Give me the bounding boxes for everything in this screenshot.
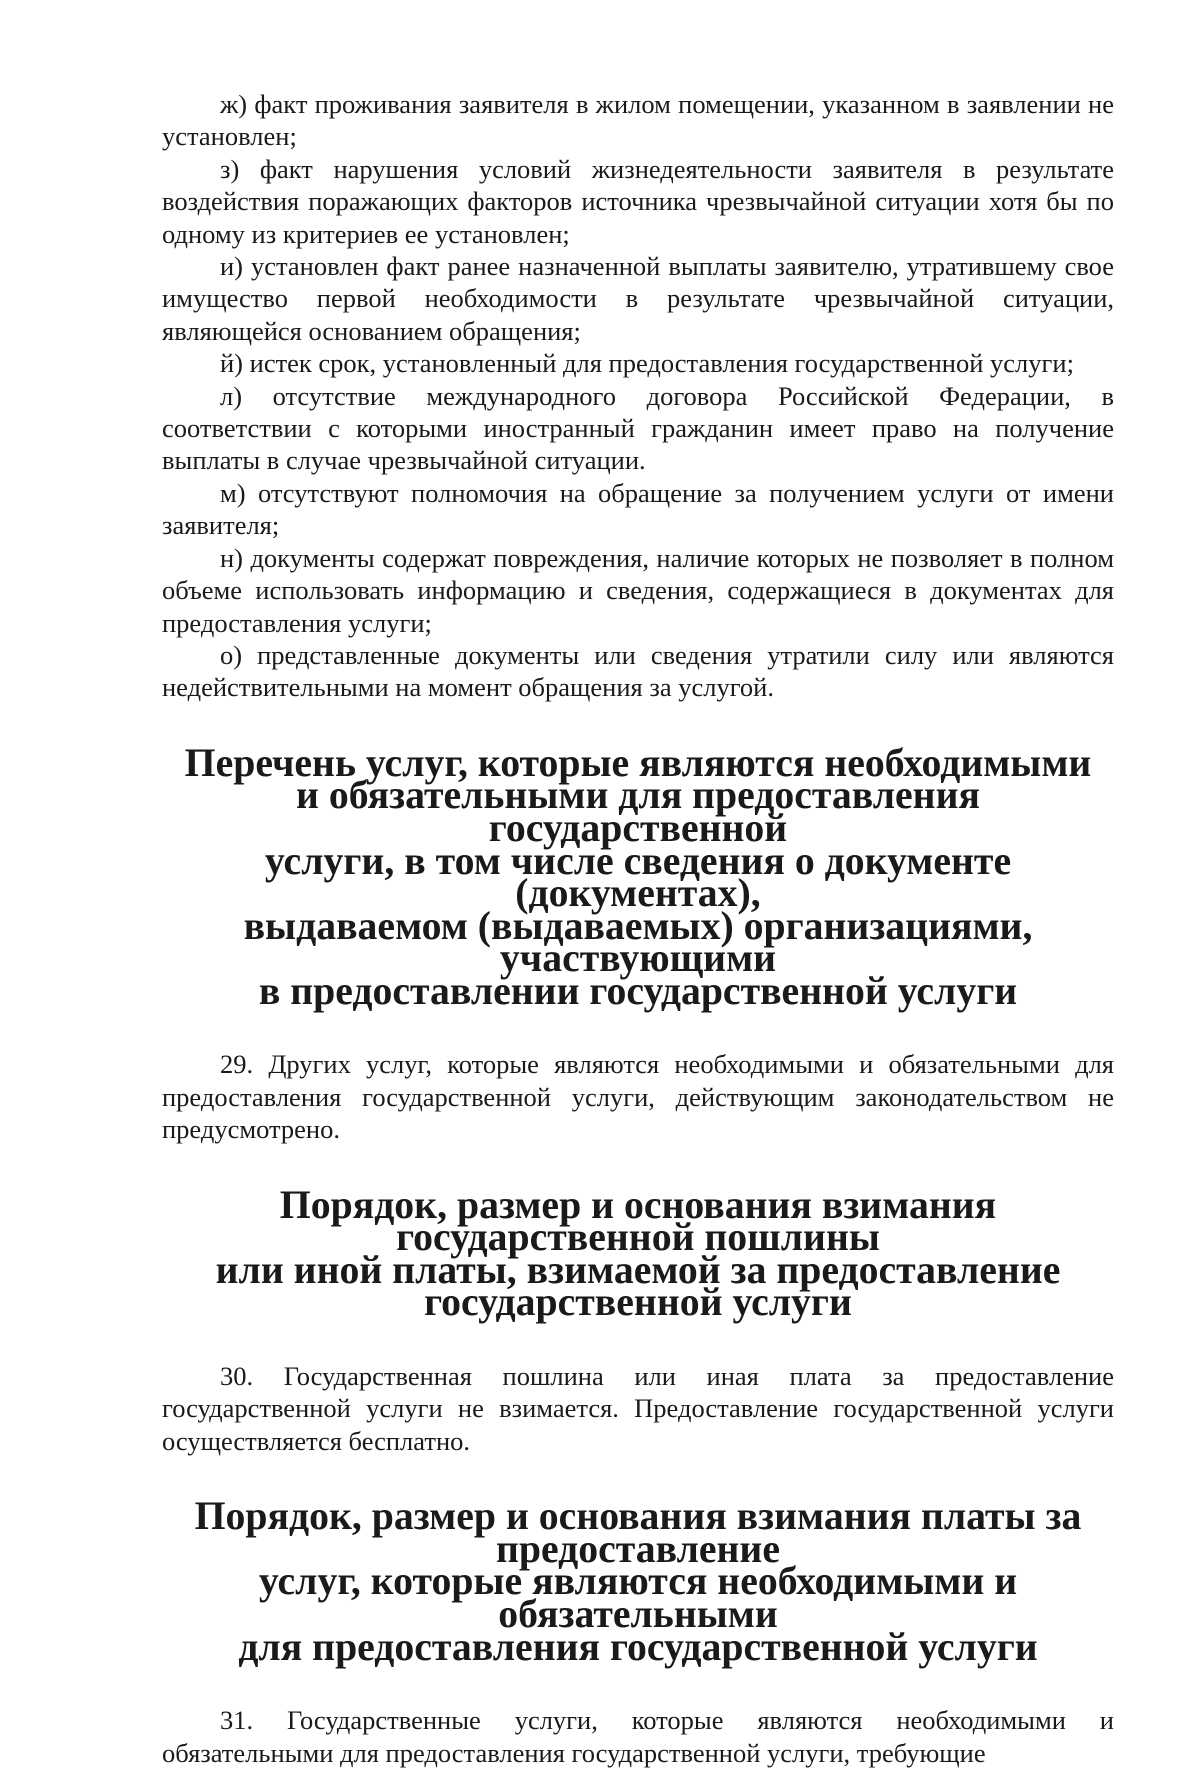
document-page [162, 88, 1114, 1769]
paragraph-29: 29. Других услуг, которые являются необходимыми и обязательными для предоставления государственной услуги, действующим законодательством не предусмотрено. [162, 1049, 1114, 1145]
heading-line: услуг, которые являются необходимыми и обязательными [258, 1559, 1018, 1637]
heading-line: и обязательными для предоставления государственной [296, 773, 980, 850]
list-item-zh: ж) факт проживания заявителя в жилом помещении, указанном в заявлении не установлен; [162, 89, 1114, 152]
list-item-z: з) факт нарушения условий жизнедеятельности заявителя в результате воздействия поражающих факторов источника чрезвычайной ситуации хотя бы по одному из критериев ее установлен; [162, 153, 1114, 249]
heading-line: в предоставлении государственной услуги [258, 968, 1018, 1013]
heading-line: Перечень услуг, которые являются необходимыми [184, 740, 1092, 785]
paragraph-30: 30. Государственная пошлина или иная плата за предоставление государственной услуги не взимается. Предоставление государственной услуги осуществляется бесплатно. [162, 1361, 1114, 1456]
list-item-m: м) отсутствуют полномочия на обращение за получением услуги от имени заявителя; [162, 477, 1114, 541]
heading-line: Порядок, размер и основания взимания государственной пошлины [279, 1182, 997, 1260]
heading-line: выдаваемом (выдаваемых) организациями, участвующими [243, 903, 1033, 981]
list-item-l: л) отсутствие международного договора Российской Федерации, в соответствии с которыми иностранный гражданин имеет право на получение выплаты в случае чрезвычайной ситуации. [162, 380, 1114, 476]
list-item-n: н) документы содержат повреждения, наличие которых не позволяет в полном объеме использовать информацию и сведения, содержащиеся в документах для предоставления услуги; [162, 542, 1114, 638]
section-heading-fees [162, 1494, 1114, 1669]
heading-line: для предоставления государственной услуги [238, 1624, 1038, 1669]
list-item-i: и) установлен факт ранее назначенной выплаты заявителю, утратившему свое имущество первой необходимости в результате чрезвычайной ситуации, являющейся основанием обращения; [162, 251, 1114, 346]
heading-line: государственной услуги [424, 1280, 852, 1325]
section-heading-services-list [162, 740, 1114, 1013]
list-item-ii: й) истек срок, установленный для предоставления государственной услуги; [220, 348, 1074, 379]
heading-line: или иной платы, взимаемой за предоставление [215, 1247, 1061, 1292]
heading-line: Порядок, размер и основания взимания платы за предоставление [194, 1494, 1082, 1571]
list-item-o: о) представленные документы или сведения утратили силу или являются недействительными на момент обращения за услугой. [162, 639, 1114, 703]
paragraph-31: 31. Государственные услуги, которые являются необходимыми и обязательными для предоставления государственной услуги, требующие [162, 1705, 1114, 1768]
section-heading-state-duty [162, 1182, 1114, 1325]
heading-line: услуги, в том числе сведения о документе (документах), [264, 838, 1012, 916]
